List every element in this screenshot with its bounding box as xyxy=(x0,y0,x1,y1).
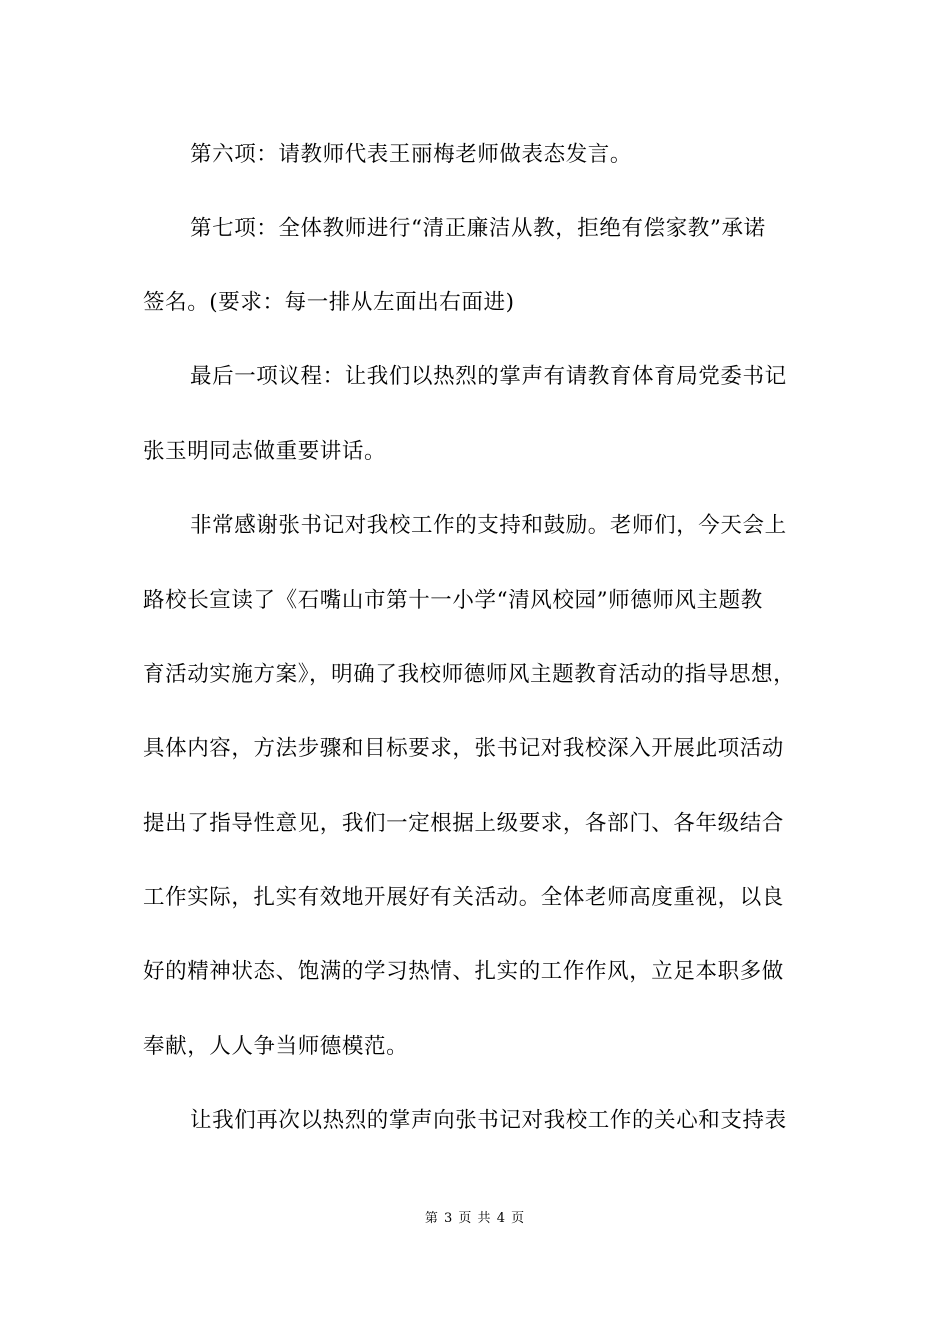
paragraph-line: 路校长宣读了《石嘴山市第十一小学“清风校园”师德师风主题教 xyxy=(143,588,763,613)
page-footer: 第 3 页 共 4 页 xyxy=(424,1211,526,1226)
paragraph-line: 好的精神状态、饱满的学习热情、扎实的工作作风，立足本职多做 xyxy=(143,959,784,984)
paragraph-line: 奉献，人人争当师德模范。 xyxy=(143,1034,409,1059)
paragraph-line: 第六项：请教师代表王丽梅老师做表态发言。 xyxy=(190,142,633,167)
paragraph-line: 张玉明同志做重要讲话。 xyxy=(143,439,387,464)
paragraph-line: 让我们再次以热烈的掌声向张书记对我校工作的关心和支持表 xyxy=(190,1108,787,1133)
paragraph-line: 育活动实施方案》，明确了我校师德师风主题教育活动的指导思想， xyxy=(143,662,796,687)
paragraph-line: 具体内容，方法步骤和目标要求，张书记对我校深入开展此项活动 xyxy=(143,736,784,761)
paragraph-line: 第七项：全体教师进行“清正廉洁从教，拒绝有偿家教”承诺 xyxy=(190,216,766,241)
paragraph-line: 签名。(要求：每一排从左面出右面进) xyxy=(143,290,515,315)
paragraph-line: 工作实际，扎实有效地开展好有关活动。全体老师高度重视，以良 xyxy=(143,885,784,910)
paragraph-line: 提出了指导性意见，我们一定根据上级要求，各部门、各年级结合 xyxy=(143,811,784,836)
paragraph-line: 最后一项议程：让我们以热烈的掌声有请教育体育局党委书记 xyxy=(190,364,787,389)
paragraph-line: 非常感谢张书记对我校工作的支持和鼓励。老师们，今天会上 xyxy=(190,513,787,538)
